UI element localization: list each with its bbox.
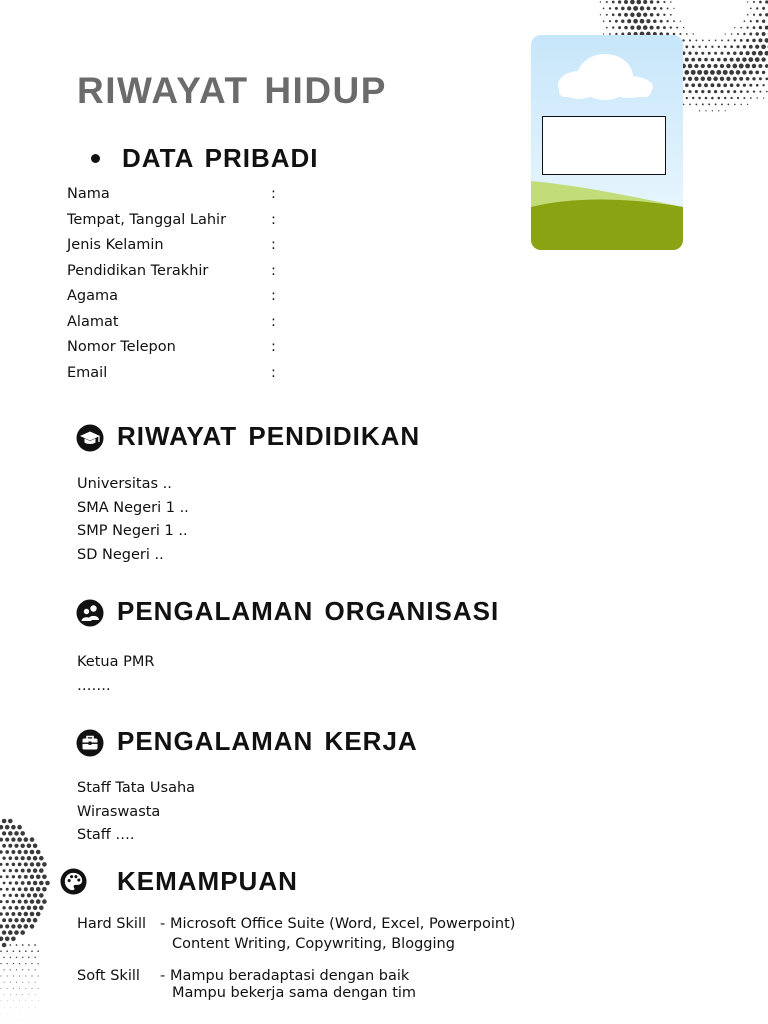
field-row <box>67 311 276 337</box>
skill-item: Mampu bekerja sama dengan tim <box>172 985 417 1001</box>
field-separator: : <box>271 237 276 253</box>
field-separator: : <box>271 288 276 304</box>
personal-data-list <box>67 183 276 387</box>
list-item: ……. <box>77 677 111 694</box>
soft-skill-label: Soft Skill <box>77 968 140 984</box>
graduation-cap-icon <box>76 424 104 452</box>
field-separator: : <box>271 364 276 381</box>
field-row <box>67 362 276 388</box>
list-item: Staff Tata Usaha <box>77 780 196 796</box>
heading-pengalaman-organisasi: PENGALAMAN ORGANISASI <box>117 596 500 626</box>
people-icon <box>76 599 104 627</box>
field-separator: : <box>271 186 276 202</box>
field-label: Pendidikan Terakhir <box>67 262 209 279</box>
photo-frame <box>542 116 666 175</box>
field-label: Tempat, Tanggal Lahir <box>67 211 227 228</box>
list-item: Universitas .. <box>77 476 172 492</box>
soft-skill-block <box>77 968 416 1002</box>
list-item: SMA Negeri 1 .. <box>77 499 189 516</box>
halftone-dots-bottom-left <box>0 790 60 1024</box>
bullet-icon <box>91 154 100 163</box>
skill-item: Content Writing, Copywriting, Blogging <box>172 936 455 952</box>
briefcase-icon <box>76 729 104 757</box>
field-row <box>67 209 276 235</box>
field-row <box>67 336 276 362</box>
heading-data-pribadi: DATA PRIBADI <box>122 143 319 173</box>
field-row <box>67 260 276 286</box>
field-separator: : <box>271 211 276 228</box>
photo-placeholder <box>531 35 683 250</box>
list-item: Ketua PMR <box>77 654 155 670</box>
field-separator: : <box>271 339 276 355</box>
field-label: Alamat <box>67 313 119 330</box>
field-row <box>67 285 276 311</box>
hard-skill-block <box>77 914 515 954</box>
education-list <box>77 474 189 568</box>
palette-icon <box>60 868 87 895</box>
heading-riwayat-pendidikan: RIWAYAT PENDIDIKAN <box>117 421 421 451</box>
field-separator: : <box>271 313 276 330</box>
work-list <box>77 778 195 849</box>
field-label: Email <box>67 364 108 381</box>
skill-dash: - <box>160 968 166 984</box>
organization-list <box>77 652 154 699</box>
field-row <box>67 183 276 209</box>
skill-item: Mampu beradaptasi dengan baik <box>170 968 410 984</box>
skill-item: Microsoft Office Suite (Word, Excel, Powerpoint) <box>170 916 516 932</box>
list-item: SMP Negeri 1 .. <box>77 523 188 540</box>
field-label: Agama <box>67 288 119 304</box>
field-label: Nomor Telepon <box>67 339 176 355</box>
field-label: Nama <box>67 186 110 202</box>
heading-pengalaman-kerja: PENGALAMAN KERJA <box>117 726 418 756</box>
list-item: Wiraswasta <box>77 803 161 820</box>
field-separator: : <box>271 262 276 279</box>
list-item: SD Negeri .. <box>77 546 164 563</box>
page-title: RIWAYAT HIDUP <box>77 70 387 111</box>
skill-dash: - <box>160 916 166 932</box>
field-label: Jenis Kelamin <box>67 237 164 253</box>
list-item: Staff …. <box>77 827 135 844</box>
field-row <box>67 234 276 260</box>
hard-skill-label: Hard Skill <box>77 916 146 932</box>
heading-kemampuan: KEMAMPUAN <box>117 866 298 896</box>
